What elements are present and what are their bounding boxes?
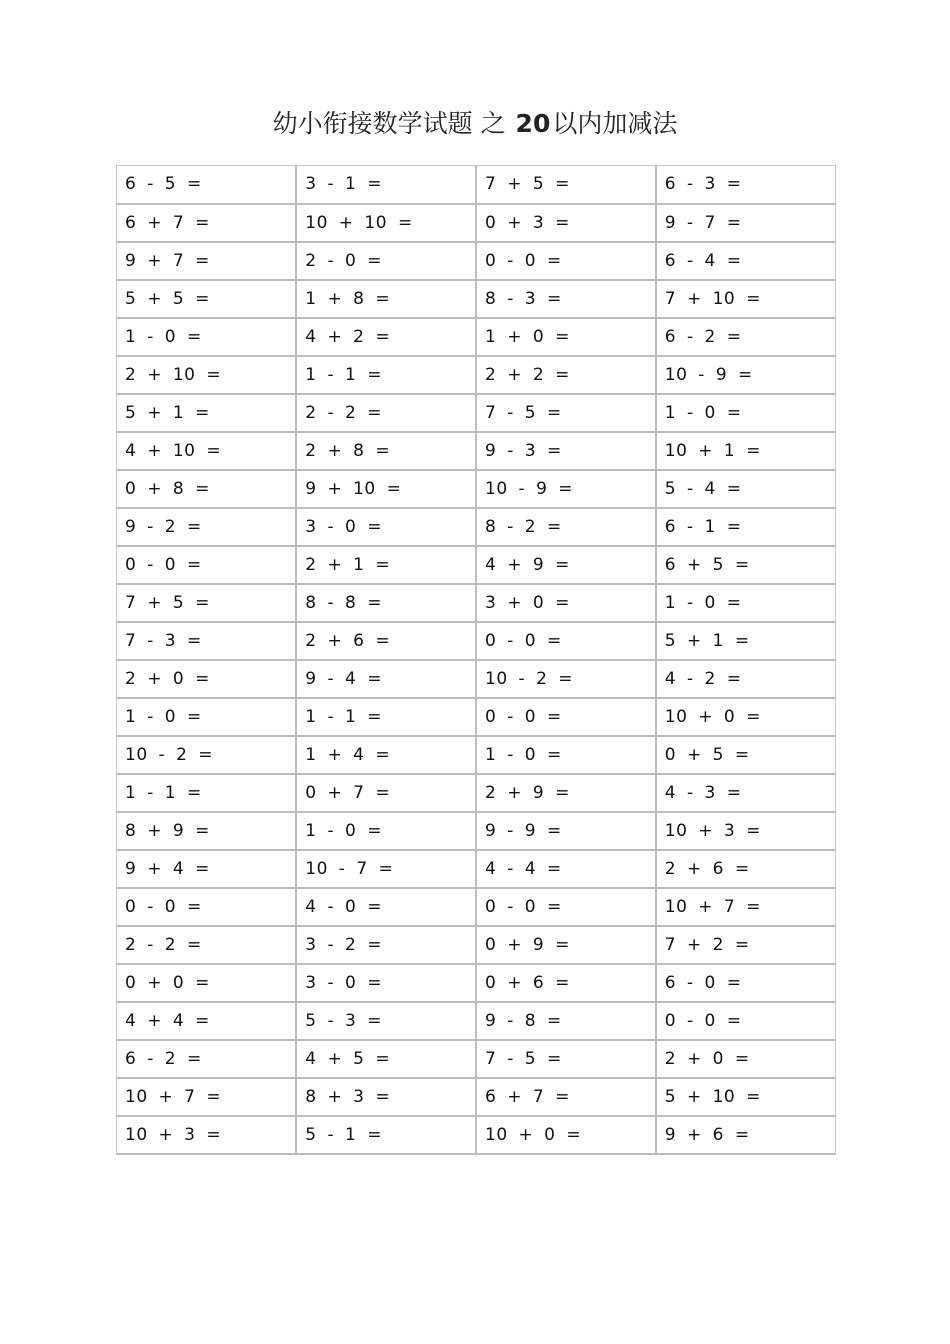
problem-cell: 0 + 8 = bbox=[117, 470, 297, 508]
table-row bbox=[117, 1078, 836, 1116]
problem-cell: 4 + 10 = bbox=[117, 432, 297, 470]
table-row bbox=[117, 166, 836, 204]
problem-cell: 0 + 5 = bbox=[656, 736, 836, 774]
problem-cell: 1 - 0 = bbox=[656, 584, 836, 622]
problem-cell: 7 - 5 = bbox=[476, 394, 656, 432]
problem-cell: 6 + 7 = bbox=[117, 204, 297, 242]
problem-cell: 3 + 0 = bbox=[476, 584, 656, 622]
table-row bbox=[117, 812, 836, 850]
problem-cell: 2 + 0 = bbox=[656, 1040, 836, 1078]
problem-cell: 8 - 2 = bbox=[476, 508, 656, 546]
problem-cell: 6 - 2 = bbox=[656, 318, 836, 356]
table-row bbox=[117, 1116, 836, 1154]
problem-cell: 10 + 7 = bbox=[117, 1078, 297, 1116]
problem-cell: 7 + 5 = bbox=[117, 584, 297, 622]
problem-cell: 9 - 8 = bbox=[476, 1002, 656, 1040]
table-row bbox=[117, 356, 836, 394]
problem-cell: 1 - 0 = bbox=[296, 812, 476, 850]
problem-cell: 6 + 5 = bbox=[656, 546, 836, 584]
table-row bbox=[117, 1002, 836, 1040]
problem-cell: 9 + 6 = bbox=[656, 1116, 836, 1154]
table-row bbox=[117, 280, 836, 318]
problem-cell: 10 - 9 = bbox=[656, 356, 836, 394]
problem-cell: 3 - 1 = bbox=[296, 166, 476, 204]
problem-cell: 0 - 0 = bbox=[117, 888, 297, 926]
problem-cell: 8 - 8 = bbox=[296, 584, 476, 622]
problem-cell: 10 - 2 = bbox=[117, 736, 297, 774]
problem-cell: 2 + 2 = bbox=[476, 356, 656, 394]
problem-cell: 4 + 4 = bbox=[117, 1002, 297, 1040]
problem-cell: 0 - 0 = bbox=[117, 546, 297, 584]
problem-cell: 1 - 1 = bbox=[296, 356, 476, 394]
problem-cell: 5 + 1 = bbox=[117, 394, 297, 432]
problem-cell: 0 + 6 = bbox=[476, 964, 656, 1002]
problem-cell: 8 - 3 = bbox=[476, 280, 656, 318]
problem-cell: 10 - 9 = bbox=[476, 470, 656, 508]
problem-cell: 2 - 0 = bbox=[296, 242, 476, 280]
table-row bbox=[117, 622, 836, 660]
problem-cell: 10 + 0 = bbox=[656, 698, 836, 736]
table-row bbox=[117, 850, 836, 888]
problem-cell: 1 - 1 = bbox=[117, 774, 297, 812]
problem-cell: 9 - 9 = bbox=[476, 812, 656, 850]
problem-cell: 0 + 0 = bbox=[117, 964, 297, 1002]
problem-cell: 9 - 7 = bbox=[656, 204, 836, 242]
problem-cell: 10 + 0 = bbox=[476, 1116, 656, 1154]
problem-cell: 0 - 0 = bbox=[476, 242, 656, 280]
problem-cell: 9 - 3 = bbox=[476, 432, 656, 470]
problem-cell: 5 + 10 = bbox=[656, 1078, 836, 1116]
problem-cell: 3 - 0 = bbox=[296, 964, 476, 1002]
problem-cell: 10 + 3 = bbox=[656, 812, 836, 850]
problem-cell: 7 + 10 = bbox=[656, 280, 836, 318]
problem-cell: 4 - 0 = bbox=[296, 888, 476, 926]
problem-cell: 3 - 2 = bbox=[296, 926, 476, 964]
table-row bbox=[117, 204, 836, 242]
table-row bbox=[117, 242, 836, 280]
problem-cell: 4 + 2 = bbox=[296, 318, 476, 356]
problem-cell: 0 - 0 = bbox=[476, 622, 656, 660]
table-row bbox=[117, 926, 836, 964]
problem-cell: 7 - 3 = bbox=[117, 622, 297, 660]
problem-cell: 7 + 2 = bbox=[656, 926, 836, 964]
problem-cell: 7 - 5 = bbox=[476, 1040, 656, 1078]
problem-cell: 6 - 2 = bbox=[117, 1040, 297, 1078]
problem-cell: 10 + 10 = bbox=[296, 204, 476, 242]
problem-cell: 5 - 1 = bbox=[296, 1116, 476, 1154]
table-row bbox=[117, 736, 836, 774]
problem-cell: 9 + 10 = bbox=[296, 470, 476, 508]
problem-cell: 3 - 0 = bbox=[296, 508, 476, 546]
problem-cell: 10 + 1 = bbox=[656, 432, 836, 470]
problem-cell: 1 - 0 = bbox=[476, 736, 656, 774]
problem-cell: 10 + 7 = bbox=[656, 888, 836, 926]
problem-cell: 6 - 3 = bbox=[656, 166, 836, 204]
problem-cell: 4 + 5 = bbox=[296, 1040, 476, 1078]
problem-cell: 0 + 9 = bbox=[476, 926, 656, 964]
title-text-after: 以内加减法 bbox=[552, 109, 678, 138]
table-row bbox=[117, 774, 836, 812]
problem-table-body bbox=[117, 166, 836, 1154]
table-row bbox=[117, 546, 836, 584]
problem-cell: 4 + 9 = bbox=[476, 546, 656, 584]
table-row bbox=[117, 470, 836, 508]
table-row bbox=[117, 964, 836, 1002]
problem-cell: 1 - 0 = bbox=[117, 698, 297, 736]
problem-cell: 10 - 7 = bbox=[296, 850, 476, 888]
problem-cell: 8 + 9 = bbox=[117, 812, 297, 850]
problem-cell: 6 - 5 = bbox=[117, 166, 297, 204]
problem-cell: 1 - 0 = bbox=[656, 394, 836, 432]
table-row bbox=[117, 888, 836, 926]
page-title bbox=[0, 106, 950, 142]
problem-cell: 2 + 10 = bbox=[117, 356, 297, 394]
problem-cell: 6 - 4 = bbox=[656, 242, 836, 280]
problem-cell: 9 - 2 = bbox=[117, 508, 297, 546]
problem-cell: 9 + 4 = bbox=[117, 850, 297, 888]
problem-cell: 0 + 3 = bbox=[476, 204, 656, 242]
problem-cell: 5 + 1 = bbox=[656, 622, 836, 660]
problem-cell: 2 - 2 = bbox=[296, 394, 476, 432]
problem-cell: 1 + 4 = bbox=[296, 736, 476, 774]
problem-cell: 6 - 0 = bbox=[656, 964, 836, 1002]
table-row bbox=[117, 1040, 836, 1078]
problem-cell: 2 - 2 = bbox=[117, 926, 297, 964]
problem-cell: 1 + 0 = bbox=[476, 318, 656, 356]
problem-cell: 4 - 3 = bbox=[656, 774, 836, 812]
problem-cell: 6 + 7 = bbox=[476, 1078, 656, 1116]
problem-cell: 0 - 0 = bbox=[476, 698, 656, 736]
problem-cell: 2 + 6 = bbox=[656, 850, 836, 888]
problem-cell: 5 - 3 = bbox=[296, 1002, 476, 1040]
problem-cell: 1 - 1 = bbox=[296, 698, 476, 736]
problem-cell: 5 + 5 = bbox=[117, 280, 297, 318]
table-row bbox=[117, 508, 836, 546]
problem-cell: 1 + 8 = bbox=[296, 280, 476, 318]
problem-cell: 10 + 3 = bbox=[117, 1116, 297, 1154]
problem-cell: 0 + 7 = bbox=[296, 774, 476, 812]
problem-cell: 1 - 0 = bbox=[117, 318, 297, 356]
problem-cell: 2 + 1 = bbox=[296, 546, 476, 584]
problem-cell: 9 + 7 = bbox=[117, 242, 297, 280]
problem-cell: 2 + 6 = bbox=[296, 622, 476, 660]
table-row bbox=[117, 584, 836, 622]
problem-cell: 2 + 8 = bbox=[296, 432, 476, 470]
title-number: 20 bbox=[515, 109, 551, 138]
problem-cell: 2 + 9 = bbox=[476, 774, 656, 812]
problem-cell: 4 - 4 = bbox=[476, 850, 656, 888]
problem-cell: 0 - 0 = bbox=[656, 1002, 836, 1040]
problem-cell: 7 + 5 = bbox=[476, 166, 656, 204]
table-row bbox=[117, 432, 836, 470]
problem-cell: 2 + 0 = bbox=[117, 660, 297, 698]
table-row bbox=[117, 660, 836, 698]
table-row bbox=[117, 394, 836, 432]
table-row bbox=[117, 698, 836, 736]
problem-table bbox=[116, 165, 836, 1155]
title-text-before: 幼小衔接数学试题 之 bbox=[272, 109, 506, 138]
problem-cell: 0 - 0 = bbox=[476, 888, 656, 926]
problem-cell: 10 - 2 = bbox=[476, 660, 656, 698]
problem-cell: 5 - 4 = bbox=[656, 470, 836, 508]
problem-cell: 4 - 2 = bbox=[656, 660, 836, 698]
problem-cell: 9 - 4 = bbox=[296, 660, 476, 698]
table-row bbox=[117, 318, 836, 356]
problem-cell: 6 - 1 = bbox=[656, 508, 836, 546]
problem-cell: 8 + 3 = bbox=[296, 1078, 476, 1116]
